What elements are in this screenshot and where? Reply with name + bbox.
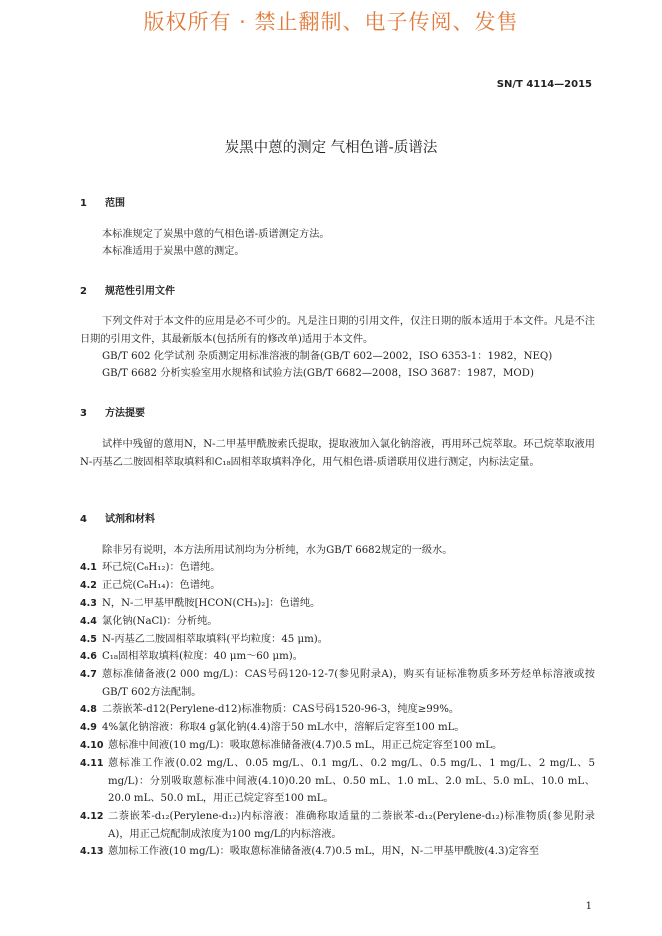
list-item <box>80 843 595 861</box>
item-number: 4.3 <box>80 598 97 609</box>
list-item <box>80 613 595 631</box>
item-number: 4.2 <box>80 580 97 591</box>
item-number: 4.9 <box>80 722 97 733</box>
item-text: 氯化钠(NaCl)：分析纯。 <box>102 616 218 627</box>
item-text: 蒽标准中间液(10 mg/L)：吸取蒽标准储备液(4.7)0.5 mL，用正己烷定容至100 mL。 <box>108 740 503 751</box>
section-heading-scope <box>80 194 125 209</box>
section-title: 方法提要 <box>105 408 145 419</box>
section-title: 范围 <box>105 198 125 209</box>
list-item <box>80 808 595 843</box>
item-text: N-丙基乙二胺固相萃取填料(平均粒度：45 μm)。 <box>102 634 328 645</box>
item-number: 4.8 <box>80 704 97 715</box>
section-heading-method-principle <box>80 404 145 419</box>
item-text: 4%氯化钠溶液：称取4 g氯化钠(4.4)溶于50 mL水中，溶解后定容至100 mL。 <box>102 722 465 733</box>
item-number: 4.12 <box>80 811 104 822</box>
section-number: 3 <box>80 408 87 419</box>
reference-gbt602: GB/T 602 化学试剂 杂质测定用标准溶液的制备(GB/T 602—2002，ISO 6353-1：1982，NEQ) <box>102 351 553 362</box>
item-text: 环己烷(C₆H₁₂)：色谱纯。 <box>102 562 221 573</box>
item-text: 蒽标准储备液(2 000 mg/L)：CAS号码120-12-7(参见附录A)，购买有证标准物质多环芳烃单标溶液或按GB/T 602方法配制。 <box>102 669 595 698</box>
list-item <box>80 631 595 649</box>
section-title: 规范性引用文件 <box>105 286 175 297</box>
paragraph: 下列文件对于本文件的应用是必不可少的。凡是注日期的引用文件，仅注日期的版本适用于本文件。凡是不注日期的引用文件，其最新版本(包括所有的修改单)适用于本文件。 <box>80 316 595 345</box>
item-number: 4.11 <box>80 758 104 769</box>
item-number: 4.1 <box>80 562 97 573</box>
paragraph: 试样中残留的蒽用N，N-二甲基甲酰胺索氏提取，提取液加入氯化钠溶液，再用环己烷萃取。环己烷萃取液用N-丙基乙二胺固相萃取填料和C₁₈固相萃取填料净化，用气相色谱-质谱联用仪进行测定，内标法定量。 <box>80 439 595 468</box>
section-number: 2 <box>80 286 87 297</box>
item-number: 4.7 <box>80 669 97 680</box>
list-item <box>80 559 595 577</box>
reference-gbt6682: GB/T 6682 分析实验室用水规格和试验方法(GB/T 6682—2008，ISO 3687：1987，MOD) <box>102 368 534 379</box>
paragraph: 本标准适用于炭黑中蒽的测定。 <box>102 246 245 257</box>
watermark-banner: 版权所有 · 禁止翻制、电子传阅、发售 <box>143 10 519 34</box>
standard-code: SN/T 4114—2015 <box>496 79 592 90</box>
list-item <box>80 666 595 701</box>
item-text: C₁₈固相萃取填料(粒度：40 μm～60 μm)。 <box>102 651 303 662</box>
item-number: 4.13 <box>80 846 104 857</box>
section-title: 试剂和材料 <box>105 514 155 525</box>
item-text: 正己烷(C₆H₁₄)：色谱纯。 <box>102 580 221 591</box>
section-heading-normative-references <box>80 282 175 297</box>
item-text: 二萘嵌苯-d12(Perylene-d12)标准物质：CAS号码1520-96-3，纯度≥99%。 <box>102 704 460 715</box>
list-item <box>80 648 595 666</box>
list-item <box>80 737 595 755</box>
list-item <box>80 755 595 808</box>
page-number: 1 <box>585 901 592 912</box>
list-item <box>80 701 595 719</box>
item-text: 二萘嵌苯-d₁₂(Perylene-d₁₂)内标溶液：准确称取适量的二萘嵌苯-d₁₂(Perylene-d₁₂)标准物质(参见附录A)，用正己烷配制成浓度为100 mg/L的内标溶液。 <box>108 811 595 840</box>
item-number: 4.5 <box>80 634 97 645</box>
item-text: 蒽标准工作液(0.02 mg/L、0.05 mg/L、0.1 mg/L、0.2 mg/L、0.5 mg/L、1 mg/L、2 mg/L、5 mg/L)：分别吸取蒽标准中间液(4.10)0.20 mL、0.50 mL、1.0 mL、2.0 mL、5.0 mL、10.0 mL、20.0 mL、50.0 mL，用正己烷定容至100 mL。 <box>108 758 595 804</box>
list-item <box>80 577 595 595</box>
item-text: 蒽加标工作液(10 mg/L)：吸取蒽标准储备液(4.7)0.5 mL，用N，N-二甲基甲酰胺(4.3)定容至 <box>108 846 540 857</box>
list-item <box>80 719 595 737</box>
document-title: 炭黑中蒽的测定 气相色谱-质谱法 <box>224 140 438 156</box>
section-number: 4 <box>80 514 87 525</box>
paragraph: 除非另有说明，本方法所用试剂均为分析纯，水为GB/T 6682规定的一级水。 <box>102 545 453 556</box>
section-number: 1 <box>80 198 87 209</box>
section-heading-reagents <box>80 510 155 525</box>
item-number: 4.10 <box>80 740 104 751</box>
item-number: 4.6 <box>80 651 97 662</box>
list-item <box>80 595 595 613</box>
paragraph: 本标准规定了炭黑中蒽的气相色谱-质谱测定方法。 <box>102 229 330 240</box>
item-number: 4.4 <box>80 616 97 627</box>
item-text: N，N-二甲基甲酰胺[HCON(CH₃)₂]：色谱纯。 <box>102 598 321 609</box>
